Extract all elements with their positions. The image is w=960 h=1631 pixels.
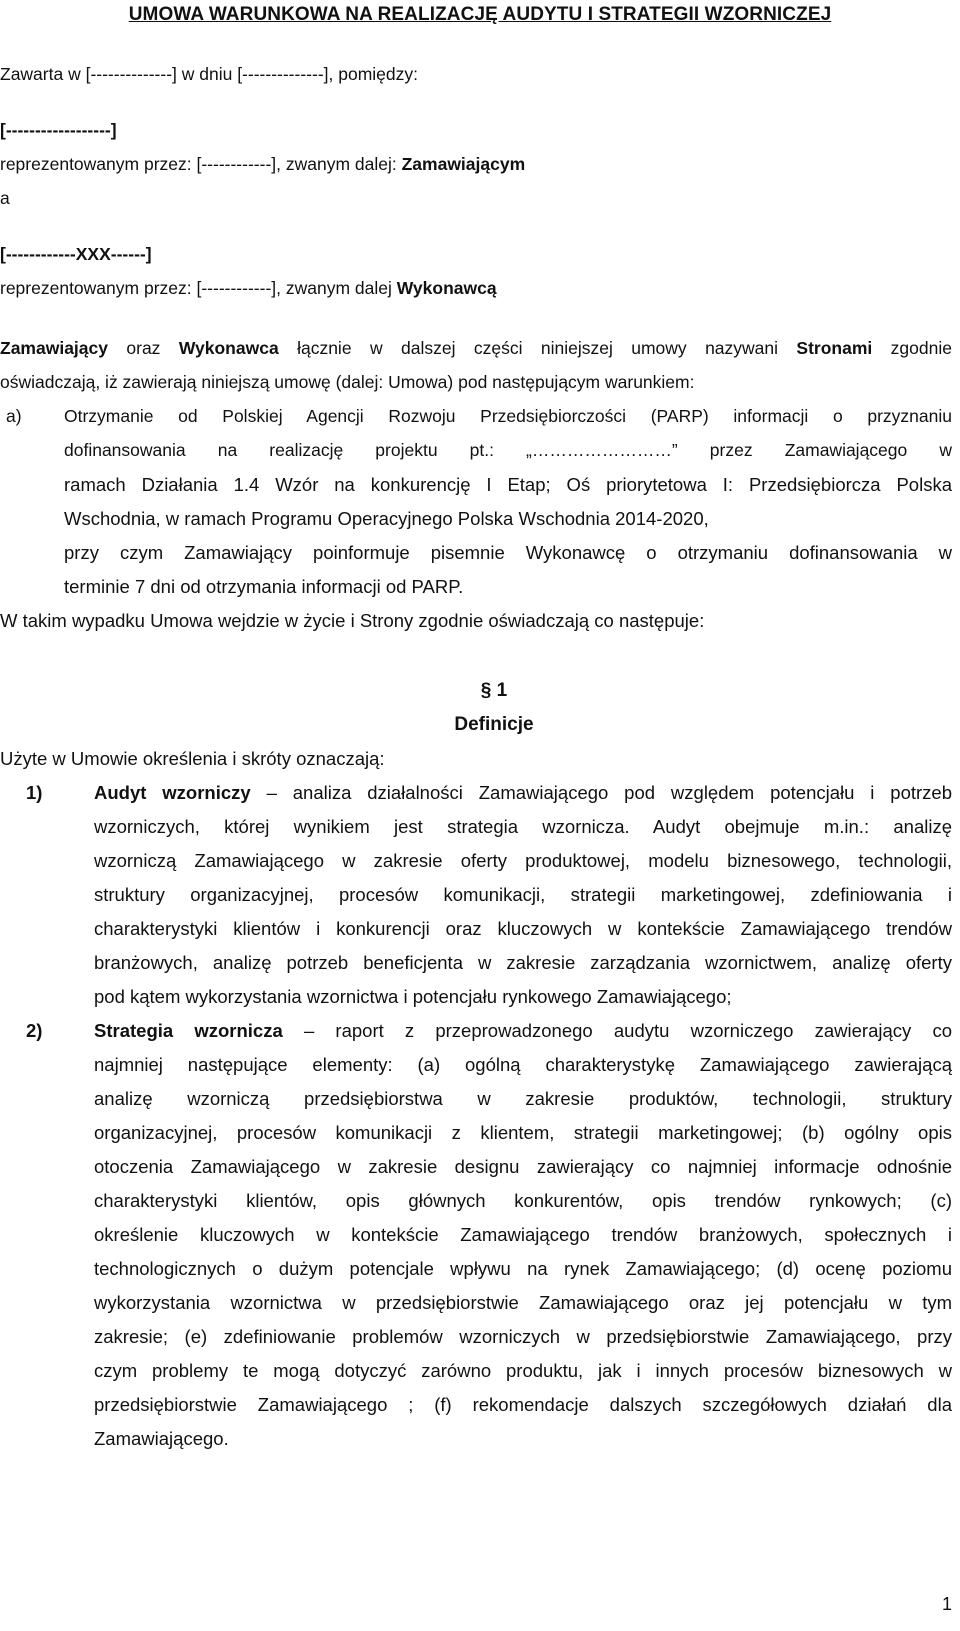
term-stronami: Stronami bbox=[796, 338, 873, 358]
definitions-intro: Użyte w Umowie określenia i skróty oznaczają: bbox=[0, 748, 385, 769]
definition-line: analizę wzorniczą przedsiębiorstwa w zakresie produktów, technologii, struktury bbox=[94, 1088, 952, 1109]
definition-line: najmniej następujące elementy: (a) ogólną charakterystykę Zamawiającego zawierającą bbox=[94, 1054, 952, 1075]
definition-first-line bbox=[94, 782, 952, 804]
document-title: UMOWA WARUNKOWA NA REALIZACJĘ AUDYTU I STRATEGII WZORNICZEJ bbox=[128, 4, 832, 25]
intro-line: Zawarta w [--------------] w dniu [--------------], pomiędzy: bbox=[0, 64, 418, 84]
section-title: Definicje bbox=[454, 714, 534, 735]
party2-role: Wykonawcą bbox=[396, 278, 497, 298]
party2-representation bbox=[0, 278, 497, 299]
condition-line: Wschodnia, w ramach Programu Operacyjnego Polska Wschodnia 2014-2020, bbox=[64, 508, 709, 529]
text-segment: zgodnie bbox=[872, 338, 952, 358]
condition-line: Otrzymanie od Polskiej Agencji Rozwoju Przedsiębiorczości (PARP) informacji o przyznaniu bbox=[64, 406, 952, 426]
definition-line: zakresie; (e) zdefiniowanie problemów wzorniczych w przedsiębiorstwie Zamawiającego, przy bbox=[94, 1326, 952, 1347]
definition-line: struktury organizacyjnej, procesów komunikacji, strategii marketingowej, zdefiniowania i bbox=[94, 884, 952, 905]
text-segment: – analiza działalności Zamawiającego pod względem potencjału i potrzeb bbox=[250, 782, 952, 803]
text-segment: – raport z przeprowadzonego audytu wzorniczego zawierający co bbox=[282, 1020, 952, 1041]
text-segment: oraz bbox=[107, 338, 179, 358]
text-segment: łącznie w dalszej części niniejszej umowy nazywani bbox=[278, 338, 797, 358]
definition-marker: 1) bbox=[26, 782, 43, 803]
party1-name: [------------------] bbox=[0, 120, 117, 140]
definition-line: Zamawiającego. bbox=[94, 1428, 229, 1449]
condition-line: przy czym Zamawiający poinformuje pisemnie Wykonawcę o otrzymaniu dofinansowania w bbox=[64, 542, 952, 563]
definition-line: branżowych, analizę potrzeb beneficjenta w zakresie zarządzania wzornictwem, analizę oferty bbox=[94, 952, 952, 973]
definition-line: wzorniczych, której wynikiem jest strategia wzornicza. Audyt obejmuje m.in.: analizę bbox=[94, 816, 952, 837]
parties-para-line1 bbox=[0, 338, 952, 359]
condition-line: ramach Działania 1.4 Wzór na konkurencję I Etap; Oś priorytetowa I: Przedsiębiorcza Polska bbox=[64, 474, 952, 495]
consequence-line: W takim wypadku Umowa wejdzie w życie i Strony zgodnie oświadczają co następuje: bbox=[0, 610, 705, 631]
party1-role: Zamawiającym bbox=[401, 154, 526, 174]
definition-line: pod kątem wykorzystania wzornictwa i potencjału rynkowego Zamawiającego; bbox=[94, 986, 732, 1007]
term-wykonawca: Wykonawca bbox=[178, 338, 279, 358]
page-number: 1 bbox=[941, 1594, 952, 1614]
definition-line: wzorniczą Zamawiającego w zakresie oferty produktowej, modelu biznesowego, technologii, bbox=[94, 850, 952, 871]
and-connector: a bbox=[0, 188, 10, 208]
definition-first-line bbox=[94, 1020, 952, 1042]
definition-line: organizacyjnej, procesów komunikacji z klientem, strategii marketingowej; (b) ogólny opis bbox=[94, 1122, 952, 1143]
definition-line: otoczenia Zamawiającego w zakresie designu zawierający co najmniej informacje odnośnie bbox=[94, 1156, 952, 1177]
party2-name: [------------XXX------] bbox=[0, 244, 152, 264]
definition-line: przedsiębiorstwie Zamawiającego ; (f) rekomendacje dalszych szczegółowych działań dla bbox=[94, 1394, 952, 1415]
condition-line: dofinansowania na realizację projektu pt.: „……………………” przez Zamawiającego w bbox=[64, 440, 952, 460]
party2-rep-text: reprezentowanym przez: [------------], zwanym dalej bbox=[0, 278, 397, 298]
condition-marker: a) bbox=[6, 406, 22, 426]
definition-term: Audyt wzorniczy bbox=[94, 782, 251, 803]
definition-term: Strategia wzornicza bbox=[94, 1020, 283, 1041]
term-zamawiajacy: Zamawiający bbox=[0, 338, 108, 358]
definition-line: określenie kluczowych w kontekście Zamawiającego trendów branżowych, społecznych i bbox=[94, 1224, 952, 1245]
definition-line: charakterystyki klientów, opis głównych konkurentów, opis trendów rynkowych; (c) bbox=[94, 1190, 952, 1211]
parties-para-line2: oświadczają, iż zawierają niniejszą umowę (dalej: Umowa) pod następującym warunkiem: bbox=[0, 372, 695, 392]
party1-rep-text: reprezentowanym przez: [------------], zwanym dalej: bbox=[0, 154, 402, 174]
condition-line: terminie 7 dni od otrzymania informacji od PARP. bbox=[64, 576, 464, 597]
definition-marker: 2) bbox=[26, 1020, 43, 1041]
definition-line: technologicznych o dużym potencjale wpływu na rynek Zamawiającego; (d) ocenę poziomu bbox=[94, 1258, 952, 1279]
section-number: § 1 bbox=[480, 680, 508, 701]
definition-line: wykorzystania wzornictwa w przedsiębiorstwie Zamawiającego oraz jej potencjału w tym bbox=[94, 1292, 952, 1313]
party1-representation bbox=[0, 154, 525, 175]
definition-line: czym problemy te mogą dotyczyć zarówno produktu, jak i innych procesów biznesowych w bbox=[94, 1360, 952, 1381]
definition-line: charakterystyki klientów i konkurencji oraz kluczowych w kontekście Zamawiającego trendów bbox=[94, 918, 952, 939]
